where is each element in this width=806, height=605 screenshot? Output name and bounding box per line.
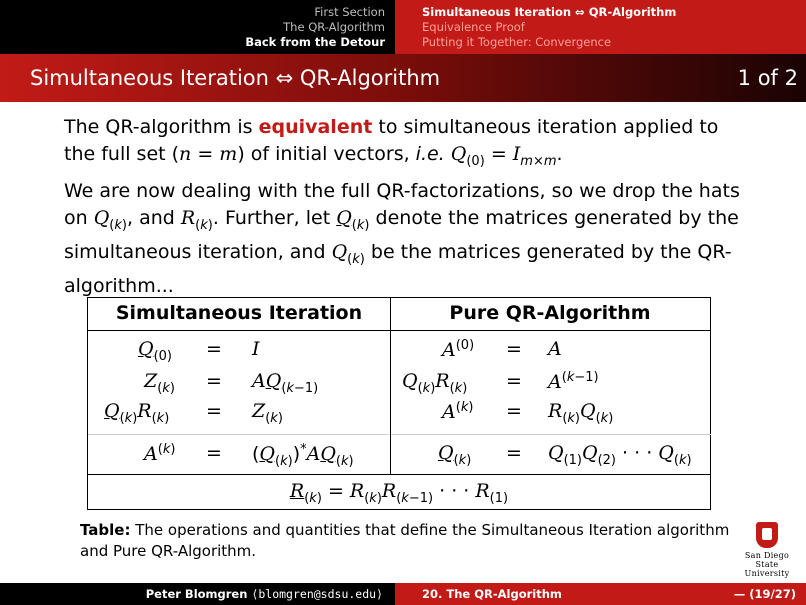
formula-qr-a0: $A^{(0)}$ <box>442 338 475 361</box>
slide-title: Simultaneous Iteration ⇔ QR-Algorithm <box>30 66 441 90</box>
equals-sign: = <box>206 442 222 464</box>
equals-sign: = <box>206 338 222 360</box>
logo-line-1: San Diego State <box>744 551 790 569</box>
table-divider <box>88 474 710 475</box>
table-header-simultaneous: Simultaneous Iteration <box>115 302 363 324</box>
equals-sign: = <box>206 370 222 392</box>
text-run: ) of initial vectors, <box>237 143 416 165</box>
math-q0-identity: Q <box>450 143 467 165</box>
nav-item-qr-algorithm[interactable]: The QR-Algorithm <box>283 20 385 34</box>
equals-sign: = <box>506 338 522 360</box>
formula-qr-product: $Q_{(1)}Q_{(2)}$ · · · $Q_{(k)}$ <box>548 442 692 468</box>
logo-line-2: University <box>744 569 790 578</box>
formula-sim-ak: $A^{(k)}$ <box>144 442 176 465</box>
formula-qr-ak: $A^{(k)}$ <box>442 400 474 423</box>
footer-author-block <box>0 583 395 605</box>
formula-sim-aq: $AQ_{(k-1)}$ <box>252 370 319 396</box>
section-nav <box>0 0 395 54</box>
table-subdivider <box>391 434 711 435</box>
frame-counter: 1 of 2 <box>737 66 798 90</box>
text-run: . Further, let <box>212 207 337 229</box>
formula-qr-akm1: $A^{(k-1)}$ <box>548 370 599 393</box>
caption-text: The operations and quantities that define the Simultaneous Iteration algorithm and Pure QR-Algorithm. <box>80 521 730 560</box>
footer-section: 20. The QR-Algorithm <box>422 587 562 601</box>
subscript: (k) <box>347 252 365 267</box>
formula-sim-identity: I <box>252 338 260 360</box>
university-logo <box>737 522 797 578</box>
formula-sim-qr: $Q_{(k)}R_{(k)}$ <box>104 400 170 426</box>
comparison-table <box>87 297 711 510</box>
formula-qr-rq: $R_{(k)}Q_{(k)}$ <box>548 400 614 426</box>
math-qk: Q <box>93 207 110 229</box>
table-divider <box>88 330 710 331</box>
footer-email: ⟨blomgren@sdsu.edu⟩ <box>251 587 383 601</box>
text-run: We are now dealing with the full QR-factorizations, so we drop the hats on <box>64 180 740 229</box>
math-qk-underline: Q <box>336 207 352 229</box>
paragraph-full-qr <box>64 178 754 300</box>
paragraph-equivalence: The QR-algorithm is equivalent to simultaneous iteration applied to the full set (n = m) of initial vectors, i.e. $Q_{(0)} = I_{m\times m}$. <box>64 116 719 169</box>
math-rk: R <box>180 207 196 229</box>
math-n-equals-m: n <box>179 143 192 165</box>
formula-sim-q0: $Q_{(0)}$ <box>138 338 172 364</box>
equals-sign: = <box>506 442 522 464</box>
nav-item-convergence[interactable]: Putting it Together: Convergence <box>422 35 612 49</box>
math-identity: I <box>512 143 521 165</box>
text-run: , and <box>126 207 181 229</box>
table-subdivider <box>88 434 390 435</box>
math-m: m <box>219 143 238 165</box>
subscript: (0) <box>466 154 485 169</box>
subscript: m×m <box>520 154 557 169</box>
formula-r-product: $R_{(k)} = R_{(k)}R_{(k-1)}$ · · · $R_{(1)}$ <box>289 480 509 506</box>
formula-qr-qr: $Q_{(k)}R_{(k)}$ <box>402 370 468 396</box>
formula-sim-z: $Z_{(k)}$ <box>252 400 283 426</box>
subsection-nav <box>395 0 806 54</box>
footer-author: Peter Blomgren <box>145 587 248 601</box>
caption-label: Table: <box>80 521 131 539</box>
formula-qr-a: A <box>548 338 562 360</box>
formula-sim-conj: $(Q_{(k)})^*AQ_{(k)}$ <box>252 442 354 469</box>
nav-item-simultaneous-iteration[interactable]: Simultaneous Iteration ⇔ QR-Algorithm <box>422 5 677 19</box>
equals-sign: = <box>506 370 522 392</box>
table-caption <box>80 520 730 562</box>
slide-body <box>64 114 754 303</box>
slide-title-bar <box>0 54 806 102</box>
footer-section-block <box>395 583 806 605</box>
footer-bar <box>0 583 806 605</box>
sdsu-shield-icon <box>756 522 778 548</box>
text-run: denote the matrices generated by the simultaneous iteration, and <box>64 207 739 263</box>
text-ie: i.e. <box>415 143 445 165</box>
table-header-pure-qr: Pure QR-Algorithm <box>449 302 651 324</box>
text-run: be the matrices generated by the QR-algorithm... <box>64 241 732 297</box>
formula-sim-zk: $Z_{(k)}$ <box>144 370 175 396</box>
math-qk-qr: Q <box>331 241 348 263</box>
formula-qr-qk-underline: $Q_{(k)}$ <box>438 442 472 468</box>
subscript: (k) <box>195 218 213 233</box>
table-column-divider <box>390 298 391 474</box>
nav-item-first-section[interactable]: First Section <box>314 5 385 19</box>
highlight-equivalent: equivalent <box>258 116 373 138</box>
subscript: (k) <box>351 218 370 233</box>
equals-sign: = <box>506 400 522 422</box>
nav-item-back-from-detour[interactable]: Back from the Detour <box>245 35 385 49</box>
footer-page: — (19/27) <box>733 587 796 601</box>
equals-sign: = <box>206 400 222 422</box>
text-run: The QR-algorithm is <box>64 116 259 138</box>
navigation-header <box>0 0 806 54</box>
nav-item-equivalence-proof[interactable]: Equivalence Proof <box>422 20 525 34</box>
text-run: to simultaneous iteration applied to the full set ( <box>64 116 719 165</box>
subscript: (k) <box>109 218 127 233</box>
